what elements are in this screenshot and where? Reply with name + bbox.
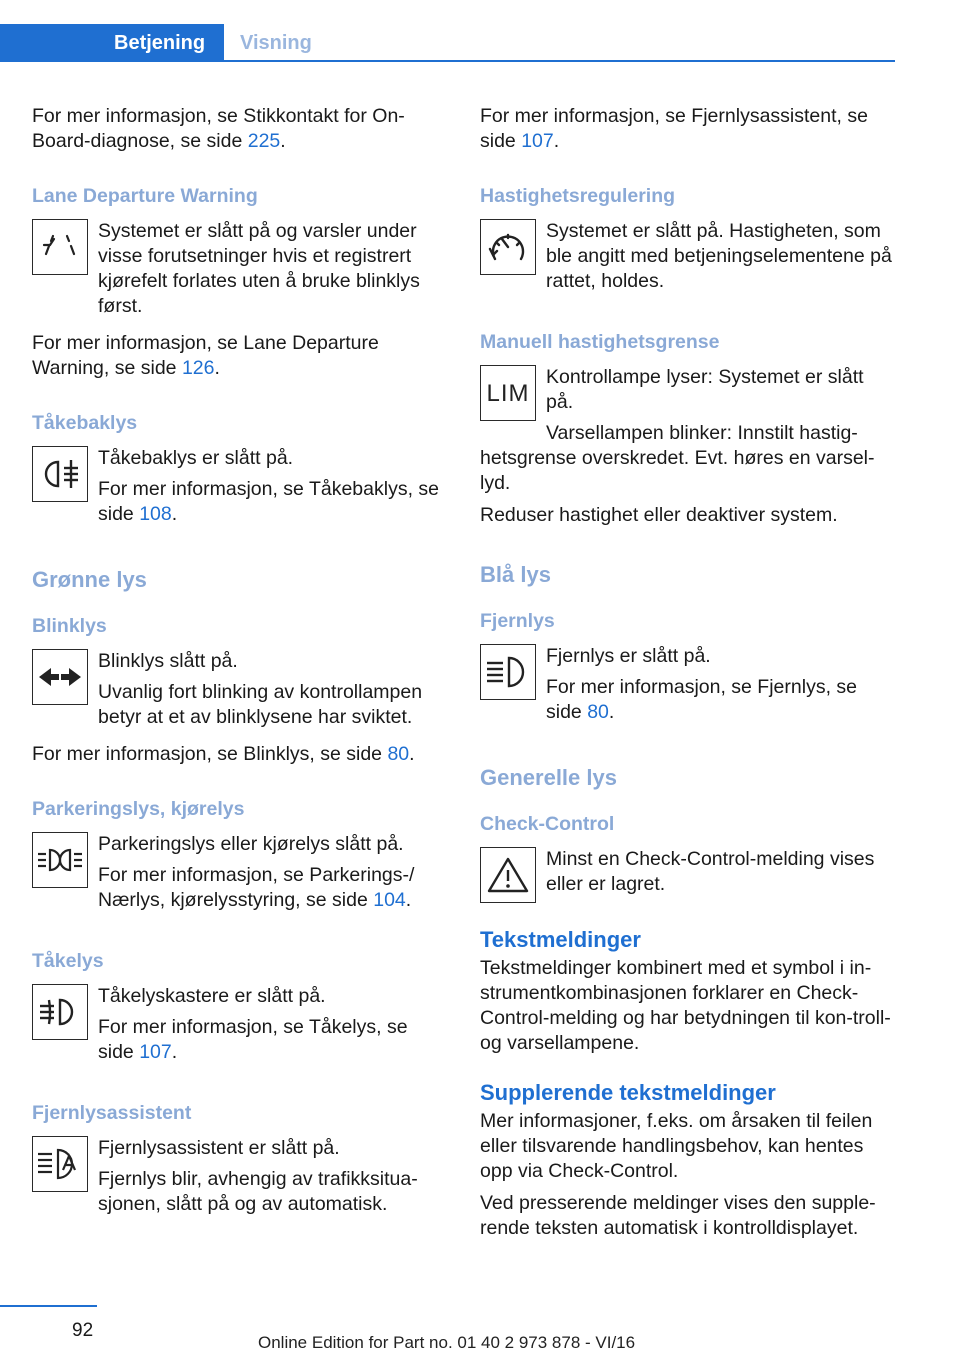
warning-triangle-icon: [480, 847, 536, 903]
high-beam-assist-text: Fjernlysassistent er slått på.: [98, 1137, 340, 1159]
fog-lights-text: Tåkelyskastere er slått på.: [98, 985, 326, 1007]
section-tab-bar: [0, 24, 895, 62]
lane-departure-text: Systemet er slått på og varsler under visse forutsetninger hvis et registrert kjørefelt forlates uten å bruke blinklys først.: [98, 220, 420, 317]
turn-signal-text: Blinklys slått på.: [98, 650, 238, 672]
high-beam-assist-title: Fjernlysassistent: [32, 1102, 192, 1124]
turn-signal-failure-text: Uvanlig fort blinking av kontrollampen betyr at et av blinklysene har sviktet.: [98, 681, 423, 728]
page-link[interactable]: 108: [139, 503, 172, 525]
supplementary-messages-heading: Supplerende tekstmeldinger: [480, 1080, 776, 1105]
rear-fog-title: Tåkebaklys: [32, 412, 138, 434]
rear-fog-item: [32, 446, 448, 533]
general-lights-heading: Generelle lys: [480, 765, 617, 790]
rear-fog-reference: For mer informasjon, se Tåkebaklys, se side 108.: [98, 478, 440, 525]
page-link[interactable]: 80: [387, 743, 410, 765]
speed-limit-warning-text: Varsellampen blinker: Innstilt hastig-hetsgrense overskredet. Evt. høres en varsel-lyd.: [480, 422, 875, 494]
page-number: 92: [72, 1320, 94, 1341]
tab-betjening[interactable]: Betjening: [0, 24, 224, 62]
fog-lights-item: [32, 984, 448, 1071]
high-beam-reference: For mer informasjon, se Fjernlys, se side 80.: [546, 676, 858, 723]
green-lights-heading: Grønne lys: [32, 567, 147, 592]
page-link[interactable]: 107: [521, 130, 554, 152]
lane-departure-reference: For mer informasjon, se Lane Departure Warning, se side 126.: [32, 332, 379, 379]
page-number-rule: [0, 1305, 97, 1307]
blue-lights-heading: Blå lys: [480, 562, 551, 587]
turn-signal-item: [32, 649, 448, 736]
cruise-control-text: Systemet er slått på. Hastigheten, som ble angitt med betjeningselementene på rattet, holdes.: [546, 220, 892, 292]
left-column: [32, 104, 448, 1229]
turn-signal-reference: For mer informasjon, se Blinklys, se side 80.: [32, 743, 415, 765]
fog-lights-reference: For mer informasjon, se Tåkelys, se side 107.: [98, 1016, 408, 1063]
text-messages-heading: Tekstmeldinger: [480, 927, 641, 952]
text-messages-text: Tekstmeldinger kombinert med et symbol i in-strumentkombinasjonen forklarer en Check-Control-melding og har betydningen til kon-troll- og varsellampene.: [480, 957, 891, 1054]
speed-limiter-icon: [480, 365, 536, 421]
speed-limit-title: Manuell hastighetsgrense: [480, 331, 720, 353]
parking-lights-title: Parkeringslys, kjørelys: [32, 798, 245, 820]
lane-departure-item: [32, 219, 448, 325]
speed-limit-item: [480, 365, 896, 421]
obd-reference: For mer informasjon, se Stikkontakt for On-Board-diagnose, se side 225.: [32, 105, 405, 152]
supplementary-text-1: Mer informasjoner, f.eks. om årsaken til feilen eller tilsvarende handlingsbehov, kan hentes opp via Check-Control.: [480, 1110, 873, 1182]
lim-label: LIM: [486, 379, 530, 407]
turn-signal-title: Blinklys: [32, 615, 107, 637]
rear-fog-text: Tåkebaklys er slått på.: [98, 447, 294, 469]
page-link[interactable]: 126: [181, 357, 215, 379]
front-fog-light-icon: [32, 984, 88, 1040]
page-link[interactable]: 80: [587, 701, 609, 723]
high-beam-icon: [480, 644, 536, 700]
parking-lights-reference: For mer informasjon, se Parkerings-/ Nærlys, kjørelysstyring, se side 104.: [98, 864, 415, 911]
speed-limit-action-text: Reduser hastighet eller deaktiver system.: [480, 504, 838, 526]
cruise-control-title: Hastighetsregulering: [480, 185, 676, 207]
speedometer-icon: [480, 219, 536, 275]
footer-edition: Online Edition for Part no. 01 40 2 973 878 - VI/16: [258, 1333, 636, 1352]
lane-departure-icon: [32, 219, 88, 275]
turn-signal-icon: [32, 649, 88, 705]
tab-visning[interactable]: Visning: [240, 32, 312, 54]
fog-lights-title: Tåkelys: [32, 950, 104, 972]
check-control-item: [480, 847, 896, 903]
high-beam-assist-icon: [32, 1136, 88, 1192]
rear-fog-light-icon: [32, 446, 88, 502]
high-beam-item: [480, 644, 896, 731]
page-link[interactable]: 104: [373, 889, 406, 911]
right-column: [480, 104, 896, 1248]
check-control-title: Check-Control: [480, 813, 615, 835]
hba-reference: For mer informasjon, se Fjernlysassistent, se side 107.: [480, 105, 868, 152]
speed-limit-on-text: Kontrollampe lyser: Systemet er slått på.: [546, 366, 864, 413]
high-beam-assist-item: [32, 1136, 448, 1223]
page-link[interactable]: 225: [247, 130, 281, 152]
parking-lights-item: [32, 832, 448, 919]
high-beam-assist-detail: Fjernlys blir, avhengig av trafikksitua-sjonen, slått på og av automatisk.: [98, 1168, 418, 1215]
parking-lights-text: Parkeringslys eller kjørelys slått på.: [98, 833, 404, 855]
parking-lights-icon: [32, 832, 88, 888]
supplementary-text-2: Ved presserende meldinger vises den supple-rende teksten automatisk i kontrolldisplayet.: [480, 1192, 876, 1239]
page-link[interactable]: 107: [139, 1041, 172, 1063]
high-beam-title: Fjernlys: [480, 610, 555, 632]
check-control-text: Minst en Check-Control-melding vises eller er lagret.: [546, 848, 875, 895]
cruise-control-item: [480, 219, 896, 300]
high-beam-text: Fjernlys er slått på.: [546, 645, 711, 667]
lane-departure-title: Lane Departure Warning: [32, 185, 258, 207]
